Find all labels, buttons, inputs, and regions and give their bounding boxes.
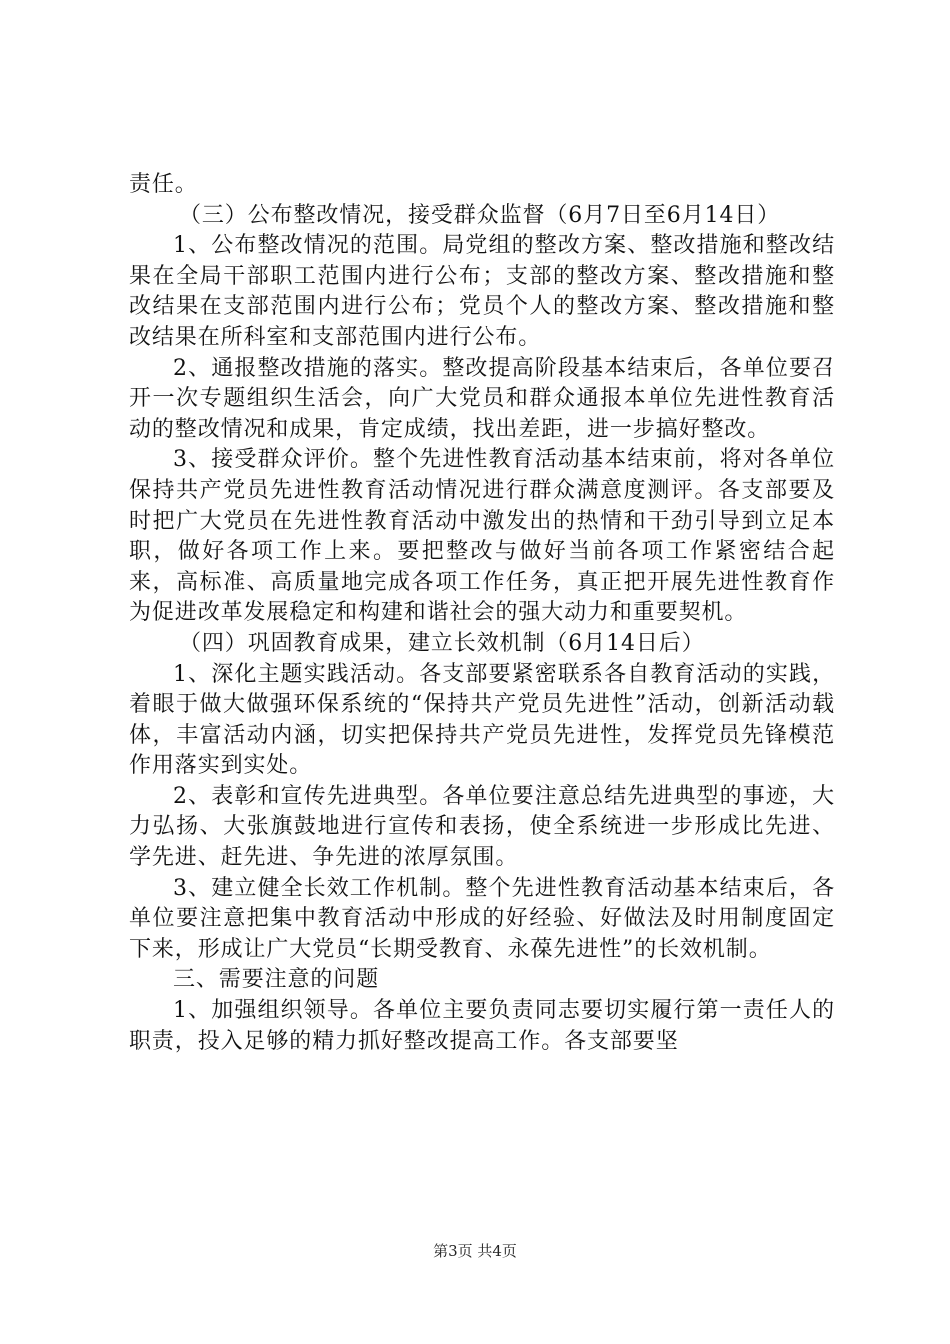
paragraph-part-3-1: 1、加强组织领导。各单位主要负责同志要切实履行第一责任人的职责，投入足够的精力抓好整改提高工作。各支部要坚: [129, 998, 835, 1054]
paragraph-3-1: 1、公布整改情况的范围。局党组的整改方案、整改措施和整改结果在全局干部职工范围内进行公布；支部的整改方案、整改措施和整改结果在支部范围内进行公布；党员个人的整改方案、整改措施和整改结果在所科室和支部范围内进行公布。: [129, 233, 835, 350]
section-heading-3: （三）公布整改情况，接受群众监督（6月7日至6月14日）: [179, 202, 781, 228]
paragraph-4-2: 2、表彰和宣传先进典型。各单位要注意总结先进典型的事迹，大力弘扬、大张旗鼓地进行宣传和表扬，使全系统进一步形成比先进、学先进、赶先进、争先进的浓厚氛围。: [129, 783, 835, 871]
paragraph-3-2: 2、通报整改措施的落实。整改提高阶段基本结束后，各单位要召开一次专题组织生活会，向广大党员和群众通报本单位先进性教育活动的整改情况和成果，肯定成绩，找出差距，进一步搞好整改。: [129, 355, 835, 442]
section-heading-part-3: 三、需要注意的问题: [173, 967, 380, 993]
paragraph-4-3: 3、建立健全长效工作机制。整个先进性教育活动基本结束后，各单位要注意把集中教育活动中形成的好经验、好做法及时用制度固定下来，形成让广大党员“长期受教育、永葆先进性”的长效机制。: [129, 875, 835, 962]
document-body: [129, 170, 835, 1057]
page-footer: 第3页 共4页: [433, 1242, 517, 1260]
section-heading-4: （四）巩固教育成果，建立长效机制（6月14日后）: [179, 630, 705, 656]
paragraph-4-1: 1、深化主题实践活动。各支部要紧密联系各自教育活动的实践，着眼于做大做强环保系统的“保持共产党员先进性”活动，创新活动载体，丰富活动内涵，切实把保持共产党员先进性，发挥党员先锋模范作用落实到实处。: [129, 661, 835, 779]
paragraph-continuation: 责任。: [129, 172, 198, 197]
paragraph-3-3: 3、接受群众评价。整个先进性教育活动基本结束前，将对各单位保持共产党员先进性教育活动情况进行群众满意度测评。各支部要及时把广大党员在先进性教育活动中激发出的热情和干劲引导到立足本职，做好各项工作上来。要把整改与做好当前各项工作紧密结合起来，高标准、高质量地完成各项工作任务，真正把开展先进性教育作为促进改革发展稳定和构建和谐社会的强大动力和重要契机。: [129, 447, 835, 626]
